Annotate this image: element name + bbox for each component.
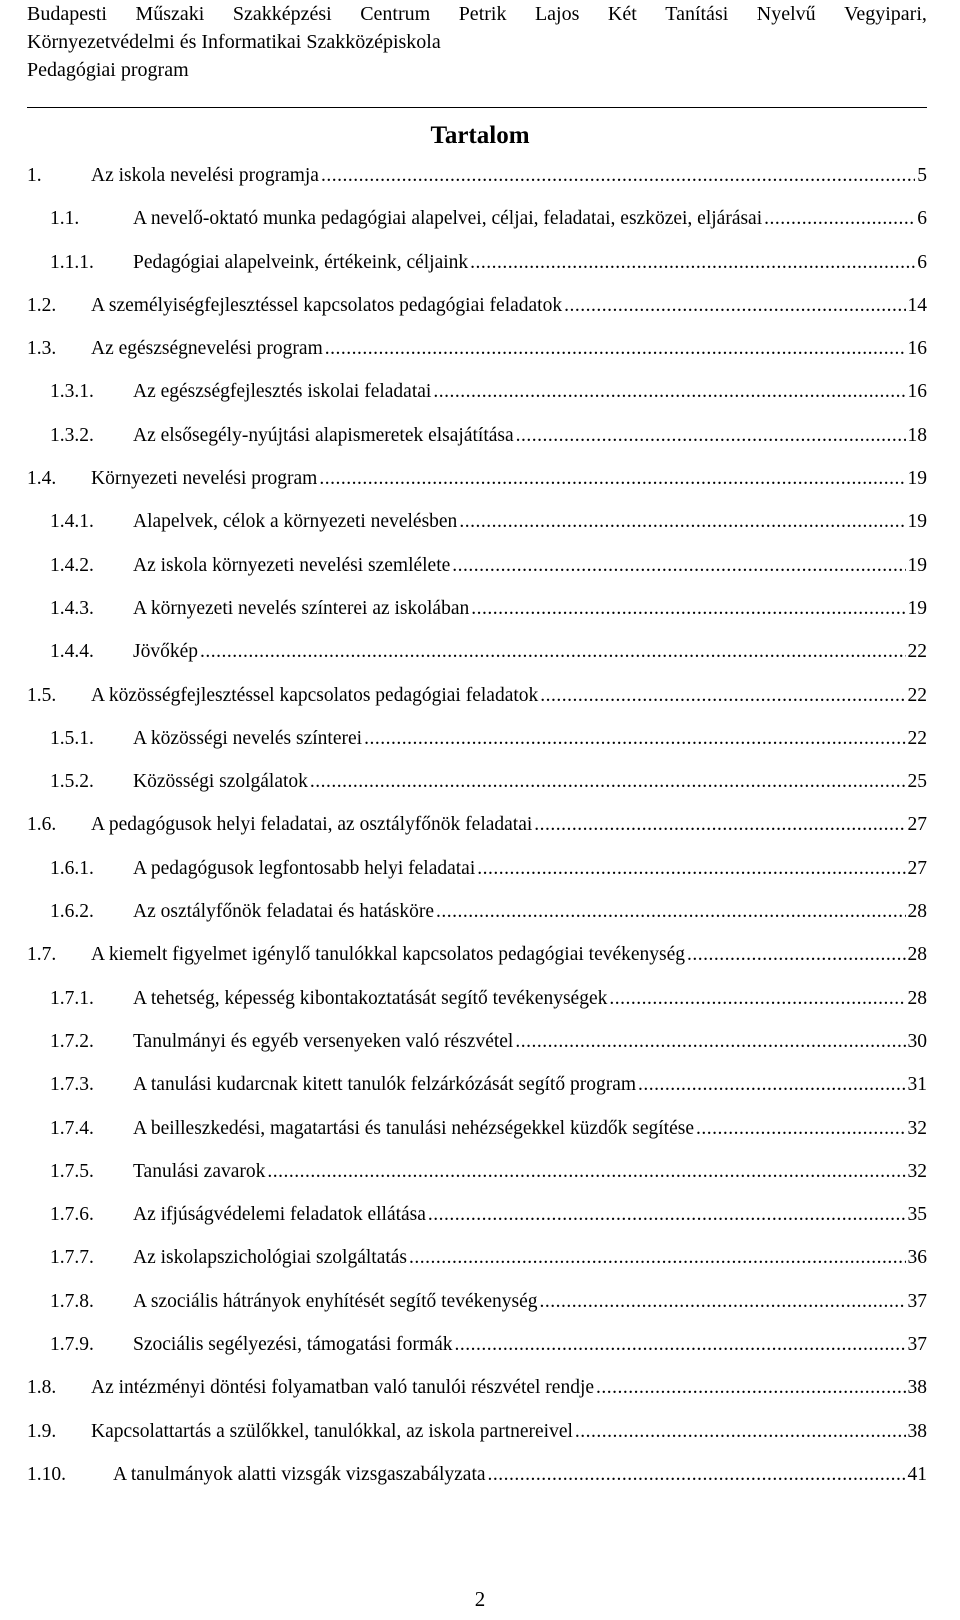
- toc-entry-page: 22: [907, 727, 927, 749]
- header-divider: [27, 107, 927, 108]
- toc-entry-title: Az iskola nevelési programja: [91, 165, 319, 186]
- toc-leader-dots: [596, 1376, 905, 1400]
- toc-entry-number: 1.7.3.: [50, 1074, 94, 1096]
- toc-entry[interactable]: [27, 719, 927, 762]
- toc-entry-page: 28: [907, 987, 927, 1009]
- toc-entry-page: 28: [907, 901, 927, 923]
- toc-leader-dots: [200, 640, 906, 664]
- toc-entry-page: 27: [907, 814, 927, 836]
- toc-entry-page: 14: [907, 294, 927, 316]
- toc-leader-dots: [516, 424, 906, 448]
- toc-entry-number: 1.10.: [27, 1463, 66, 1485]
- toc-entry[interactable]: [27, 372, 927, 415]
- toc-leader-dots: [515, 1030, 905, 1054]
- toc-leader-dots: [534, 813, 905, 837]
- toc-leader-dots: [433, 380, 905, 404]
- toc-entry[interactable]: [27, 1412, 927, 1455]
- toc-entry-number: 1.7.9.: [50, 1334, 94, 1356]
- toc-entry-number: 1.4.4.: [50, 641, 94, 663]
- toc-entry-number: 1.4.1.: [50, 511, 94, 533]
- toc-entry-number: 1.5.2.: [50, 771, 94, 793]
- toc-entry[interactable]: [27, 286, 927, 329]
- toc-entry-page: 32: [907, 1160, 927, 1182]
- toc-title: Tartalom: [430, 122, 530, 149]
- toc-entry-title: A nevelő-oktató munka pedagógiai alapelvei, céljai, feladatai, eszközei, eljárásai: [133, 208, 763, 230]
- toc-entry-page: 5: [917, 165, 927, 186]
- toc-entry-number: 1.1.1.: [50, 251, 94, 273]
- toc-entry-number: 1.7.1.: [50, 987, 94, 1009]
- toc-leader-dots: [687, 943, 905, 967]
- toc-entry-title: Az intézményi döntési folyamatban való tanulói részvétel rendje: [91, 1377, 595, 1399]
- toc-entry-page: 35: [907, 1204, 927, 1226]
- header-word: Budapesti: [27, 3, 107, 25]
- toc-entry[interactable]: [27, 979, 927, 1022]
- toc-entry-title: Az iskola környezeti nevelési szemlélete: [133, 554, 451, 576]
- toc-entry-title: A pedagógusok helyi feladatai, az osztályfőnök feladatai: [91, 814, 533, 836]
- toc-entry[interactable]: [27, 329, 927, 372]
- header-word: Centrum: [360, 3, 431, 25]
- header-line-2: Környezetvédelmi és Informatikai Szakközépiskola: [27, 31, 441, 53]
- toc-leader-dots: [609, 987, 905, 1011]
- header-word: Műszaki: [135, 3, 205, 25]
- toc-entry-number: 1.2.: [27, 294, 57, 316]
- toc-entry-number: 1.3.: [27, 338, 57, 360]
- toc-leader-dots: [564, 294, 905, 318]
- toc-entry-page: 41: [907, 1463, 927, 1485]
- toc-entry-number: 1.3.2.: [50, 424, 94, 446]
- toc-entry-page: 22: [907, 684, 927, 706]
- header-line-1: [27, 0, 927, 28]
- toc-leader-dots: [325, 337, 906, 361]
- toc-entry[interactable]: [27, 1238, 927, 1281]
- toc-entry-page: 6: [917, 208, 927, 230]
- toc-entry-title: Az iskolapszichológiai szolgáltatás: [133, 1247, 408, 1269]
- toc-entry[interactable]: [27, 416, 927, 459]
- toc-entry-page: 38: [907, 1377, 927, 1399]
- header-word: Szakképzési: [232, 3, 332, 25]
- toc-entry-title: A kiemelt figyelmet igénylő tanulókkal kapcsolatos pedagógiai tevékenység: [91, 944, 686, 966]
- toc-entry[interactable]: [27, 1455, 927, 1498]
- toc-entry-title: Az osztályfőnök feladatai és hatásköre: [133, 901, 435, 923]
- toc-entry-title: Az ifjúságvédelemi feladatok ellátása: [133, 1204, 426, 1226]
- toc-entry-page: 16: [907, 338, 927, 360]
- toc-leader-dots: [267, 1160, 905, 1184]
- toc-entry[interactable]: [27, 546, 927, 589]
- toc-entry[interactable]: [27, 1022, 927, 1065]
- table-of-contents: [27, 156, 927, 1498]
- toc-entry-page: 38: [907, 1420, 927, 1442]
- header-word: Tanítási: [665, 3, 729, 25]
- toc-entry-title: A tanulási kudarcnak kitett tanulók felzárkózását segítő program: [133, 1074, 637, 1096]
- toc-leader-dots: [477, 857, 905, 881]
- toc-entry-number: 1.4.2.: [50, 554, 94, 576]
- toc-entry-title: A tanulmányok alatti vizsgák vizsgaszabályzata: [113, 1463, 486, 1485]
- toc-leader-dots: [488, 1463, 906, 1487]
- toc-entry-title: A közösségi nevelés színterei: [133, 727, 363, 749]
- toc-entry-page: 27: [907, 857, 927, 879]
- toc-entry-number: 1.6.1.: [50, 857, 94, 879]
- toc-entry-number: 1.7.2.: [50, 1030, 94, 1052]
- toc-leader-dots: [459, 510, 905, 534]
- header-word: Két: [607, 3, 637, 25]
- toc-entry-title: Kapcsolattartás a szülőkkel, tanulókkal, az iskola partnereivel: [91, 1420, 573, 1442]
- toc-leader-dots: [575, 1420, 906, 1444]
- toc-entry-title: A személyiségfejlesztéssel kapcsolatos pedagógiai feladatok: [91, 294, 563, 316]
- toc-entry-page: 37: [907, 1290, 927, 1312]
- toc-entry[interactable]: [27, 156, 927, 199]
- toc-entry[interactable]: [27, 676, 927, 719]
- header-word: Lajos: [534, 3, 580, 25]
- toc-leader-dots: [452, 554, 905, 578]
- toc-entry-page: 19: [907, 511, 927, 533]
- toc-entry-page: 31: [907, 1074, 927, 1096]
- toc-entry[interactable]: [27, 805, 927, 848]
- toc-entry[interactable]: [27, 459, 927, 502]
- toc-entry[interactable]: [27, 892, 927, 935]
- toc-entry-page: 28: [907, 944, 927, 966]
- toc-entry-page: 19: [907, 468, 927, 490]
- toc-entry-title: Az egészségfejlesztés iskolai feladatai: [133, 381, 432, 403]
- toc-entry-page: 32: [907, 1117, 927, 1139]
- toc-entry[interactable]: [27, 589, 927, 632]
- toc-entry[interactable]: [27, 935, 927, 978]
- toc-entry-page: 36: [907, 1247, 927, 1269]
- toc-entry-number: 1.3.1.: [50, 381, 94, 403]
- toc-leader-dots: [638, 1073, 905, 1097]
- toc-leader-dots: [454, 1333, 905, 1357]
- toc-entry-number: 1.7.5.: [50, 1160, 94, 1182]
- toc-entry-number: 1.4.: [27, 468, 57, 490]
- toc-entry[interactable]: [27, 199, 927, 242]
- toc-entry-page: 18: [907, 424, 927, 446]
- toc-entry-number: 1.7.8.: [50, 1290, 94, 1312]
- toc-entry-number: 1.7.7.: [50, 1247, 94, 1269]
- toc-leader-dots: [436, 900, 905, 924]
- toc-entry-title: Az egészségnevelési program: [91, 338, 323, 360]
- toc-entry-page: 30: [907, 1030, 927, 1052]
- toc-entry-number: 1.4.3.: [50, 597, 94, 619]
- toc-leader-dots: [764, 207, 915, 231]
- toc-leader-dots: [321, 164, 915, 188]
- toc-entry-number: 1.: [27, 165, 42, 186]
- toc-leader-dots: [428, 1203, 906, 1227]
- toc-entry-title: Közösségi szolgálatok: [133, 771, 308, 793]
- header-word: Vegyipari,: [844, 3, 927, 25]
- toc-leader-dots: [696, 1117, 906, 1141]
- toc-entry-page: 37: [907, 1334, 927, 1356]
- toc-entry-page: 16: [907, 381, 927, 403]
- toc-entry-number: 1.5.: [27, 684, 57, 706]
- toc-leader-dots: [319, 467, 905, 491]
- toc-entry-number: 1.6.: [27, 814, 57, 836]
- toc-entry[interactable]: [27, 1282, 927, 1325]
- toc-entry-title: Környezeti nevelési program: [91, 468, 318, 490]
- toc-entry[interactable]: [27, 243, 927, 286]
- toc-entry[interactable]: [27, 632, 927, 675]
- toc-entry-title: Tanulási zavarok: [133, 1160, 266, 1182]
- toc-entry-title: Tanulmányi és egyéb versenyeken való részvétel: [133, 1030, 514, 1052]
- toc-entry[interactable]: [27, 762, 927, 805]
- toc-entry-title: A közösségfejlesztéssel kapcsolatos pedagógiai feladatok: [91, 684, 539, 706]
- toc-entry[interactable]: [27, 1195, 927, 1238]
- toc-entry-number: 1.9.: [27, 1420, 57, 1442]
- toc-leader-dots: [540, 1290, 906, 1314]
- toc-entry-number: 1.1.: [50, 208, 80, 230]
- toc-entry-title: A beilleszkedési, magatartási és tanulási nehézségekkel küzdők segítése: [133, 1117, 694, 1139]
- toc-entry-number: 1.8.: [27, 1377, 57, 1399]
- header-line-3: Pedagógiai program: [27, 59, 189, 81]
- toc-entry-page: 19: [907, 554, 927, 576]
- toc-leader-dots: [364, 727, 905, 751]
- toc-entry-title: A környezeti nevelés színterei az iskolában: [133, 597, 470, 619]
- toc-entry-number: 1.7.6.: [50, 1204, 94, 1226]
- page-header: [27, 0, 927, 84]
- toc-entry[interactable]: [27, 1109, 927, 1152]
- toc-leader-dots: [540, 684, 905, 708]
- toc-leader-dots: [471, 597, 905, 621]
- toc-entry-title: Pedagógiai alapelveink, értékeink, céljaink: [133, 251, 469, 273]
- header-word: Nyelvű: [756, 3, 816, 25]
- toc-leader-dots: [310, 770, 906, 794]
- toc-entry-number: 1.7.: [27, 944, 57, 966]
- toc-entry-title: Alapelvek, célok a környezeti nevelésben: [133, 511, 458, 533]
- toc-entry-title: Az elsősegély-nyújtási alapismeretek elsajátítása: [133, 424, 514, 446]
- toc-entry[interactable]: [27, 849, 927, 892]
- toc-entry-page: 25: [907, 771, 927, 793]
- toc-entry-title: A pedagógusok legfontosabb helyi feladatai: [133, 857, 476, 879]
- toc-entry-page: 22: [907, 641, 927, 663]
- header-word: Petrik: [458, 3, 507, 25]
- toc-leader-dots: [409, 1246, 905, 1270]
- toc-entry[interactable]: [27, 1325, 927, 1368]
- toc-entry-title: Jövőkép: [133, 641, 198, 663]
- toc-entry-title: Szociális segélyezési, támogatási formák: [133, 1334, 453, 1356]
- toc-entry[interactable]: [27, 1368, 927, 1411]
- page-number: 2: [474, 1587, 486, 1611]
- toc-entry-title: A tehetség, képesség kibontakoztatását segítő tevékenységek: [133, 987, 608, 1009]
- toc-entry-page: 19: [907, 597, 927, 619]
- toc-entry-number: 1.5.1.: [50, 727, 94, 749]
- toc-entry-page: 6: [917, 251, 927, 273]
- toc-entry[interactable]: [27, 1065, 927, 1108]
- toc-entry-number: 1.7.4.: [50, 1117, 94, 1139]
- toc-entry-title: A szociális hátrányok enyhítését segítő tevékenység: [133, 1290, 538, 1312]
- toc-entry[interactable]: [27, 502, 927, 545]
- toc-entry[interactable]: [27, 1152, 927, 1195]
- toc-entry-number: 1.6.2.: [50, 901, 94, 923]
- toc-leader-dots: [470, 251, 915, 275]
